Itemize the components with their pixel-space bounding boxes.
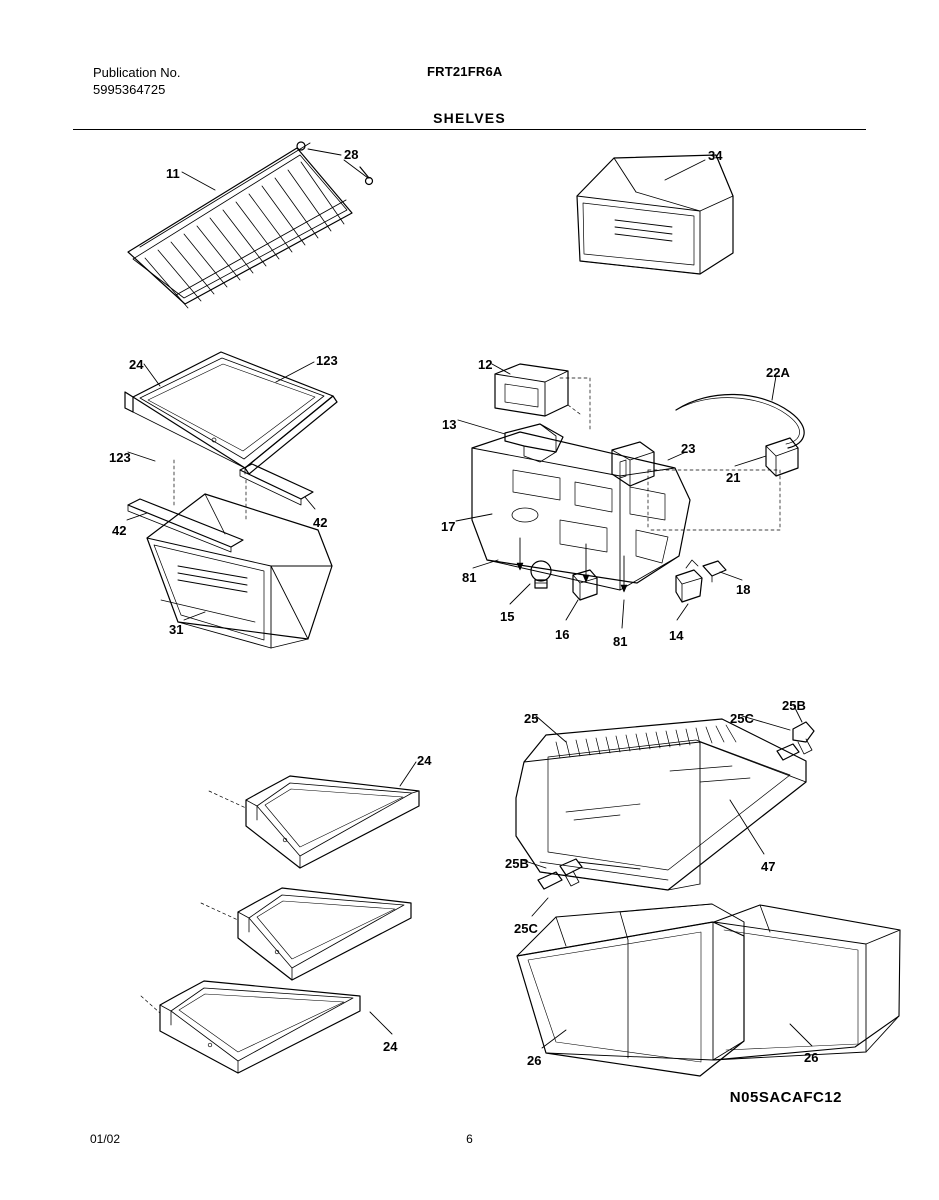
callout-18: 18 [736,582,751,597]
callout-42-a: 42 [112,523,127,538]
footer-page-number: 6 [466,1132,473,1146]
callout-22A: 22A [766,365,790,380]
callout-24-b: 24 [417,753,432,768]
callout-23: 23 [681,441,696,456]
diagram-code: N05SACAFC12 [729,1089,842,1106]
header-divider [73,129,866,130]
callout-42-b: 42 [313,515,328,530]
part-wiring-harness [676,394,804,476]
callout-17: 17 [441,519,456,534]
part-control-housing [472,432,690,590]
part-slide-rails [128,464,313,552]
part-glass-shelf-stack [160,776,419,1073]
part-damper-lever [505,424,563,462]
callout-34: 34 [708,148,723,163]
callout-25C: 25C [730,711,754,726]
callout-25B: 25B [782,698,806,713]
callout-14: 14 [669,628,684,643]
callout-15: 15 [500,609,515,624]
part-socket [573,570,597,600]
callout-25: 25 [524,711,539,726]
part-thermostat [612,442,654,486]
section-title: SHELVES [433,110,506,126]
callout-12: 12 [478,357,493,372]
callout-31: 31 [169,622,184,637]
callout-123-b: 123 [109,450,131,465]
publication-label: Publication No. [93,65,181,80]
part-crisper-drawers [517,904,900,1076]
callout-28: 28 [344,147,359,162]
callout-24-a: 24 [129,357,144,372]
callout-26-b: 26 [804,1050,819,1065]
callout-81-a: 81 [462,570,477,585]
part-door-bin [577,155,733,274]
callout-11: 11 [166,166,180,181]
callout-25B-2: 25B [505,856,529,871]
callout-26-a: 26 [527,1053,542,1068]
callout-47: 47 [761,859,776,874]
callout-81-b: 81 [613,634,628,649]
callout-25C-2: 25C [514,921,538,936]
publication-number: 5995364725 [93,82,166,97]
part-wire-shelf [128,142,373,308]
part-light-bulb [531,561,551,588]
callout-16: 16 [555,627,570,642]
part-screws [517,538,627,592]
footer-date: 01/02 [90,1132,121,1146]
callout-24-c: 24 [383,1039,398,1054]
callout-123-a: 123 [316,353,338,368]
part-switch-bracket [703,561,726,582]
part-switch [676,560,702,602]
part-glass-shelf-upper [125,352,337,474]
part-control-cover [495,364,568,416]
callout-13: 13 [442,417,457,432]
callout-21: 21 [726,470,741,485]
model-number: FRT21FR6A [427,64,503,79]
